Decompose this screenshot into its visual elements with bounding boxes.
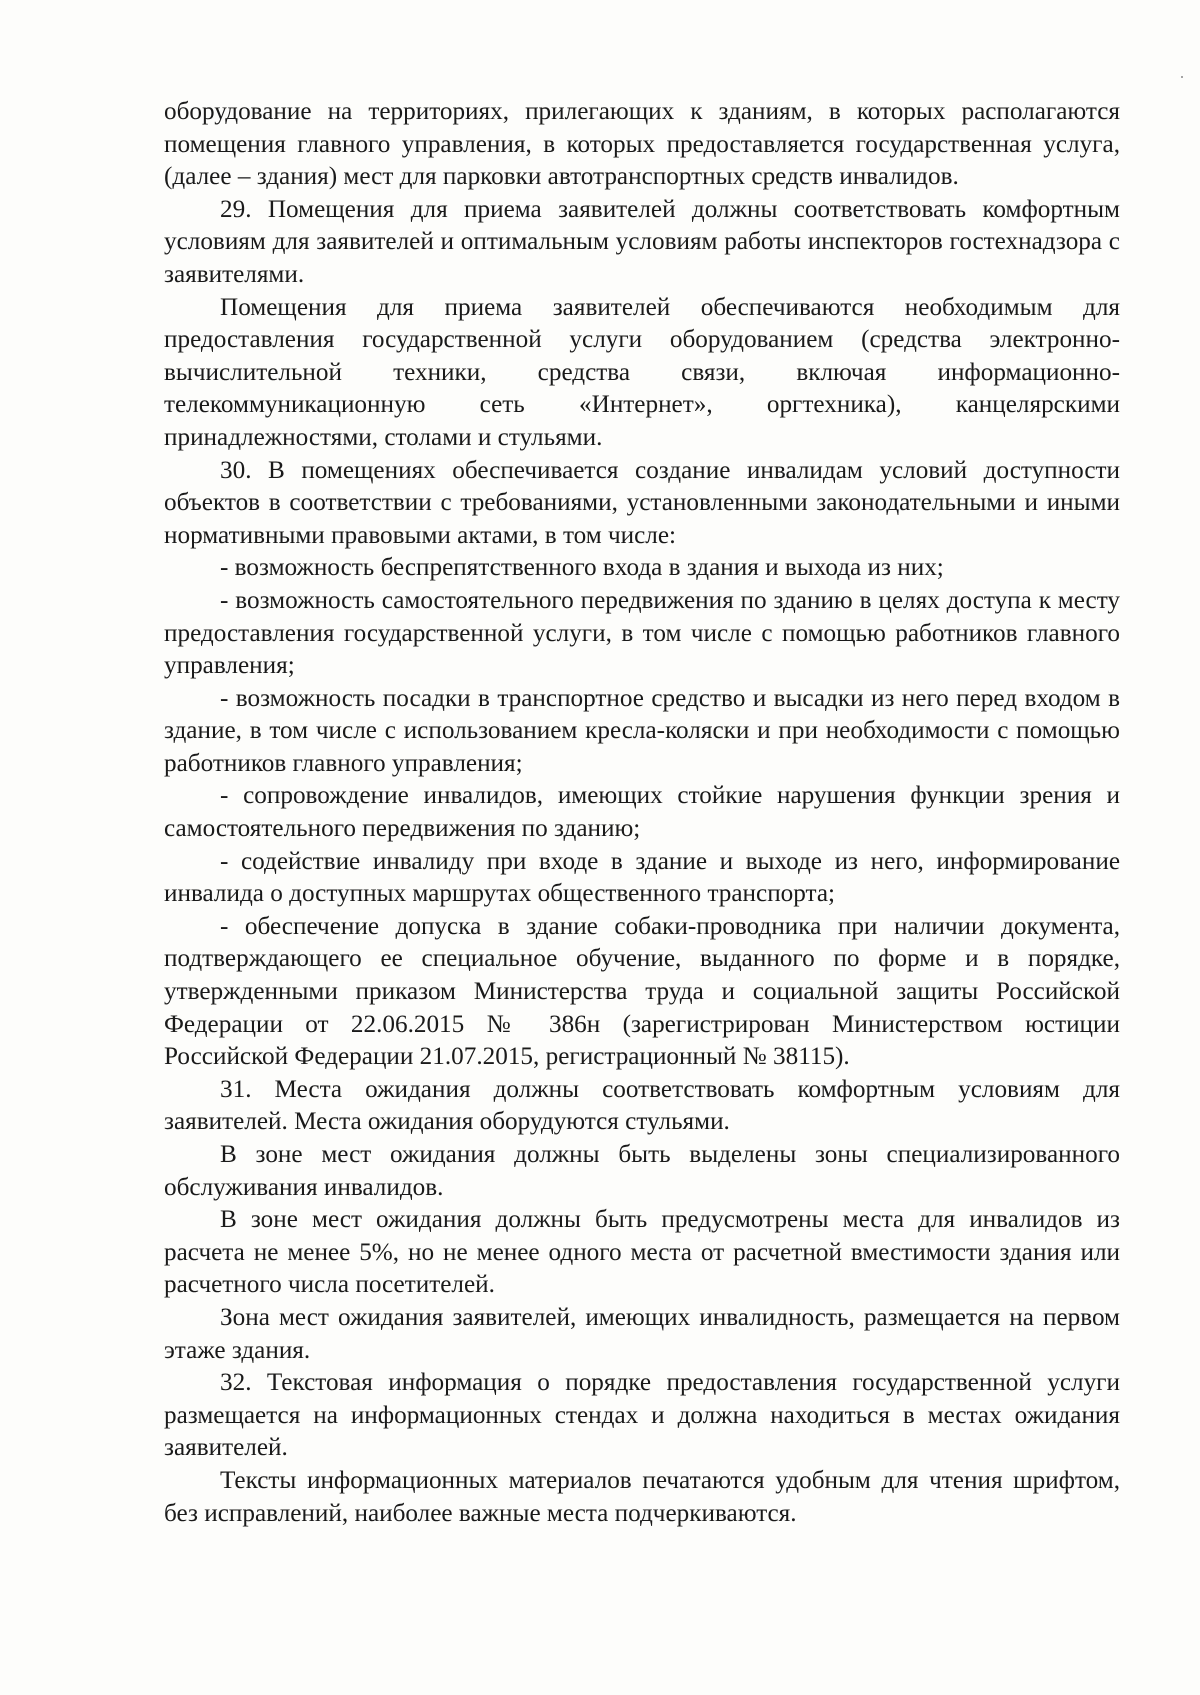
scan-artifact	[1181, 76, 1183, 78]
paragraph-31: 31. Места ожидания должны соответствовать комфортным условиям для заявителей. Места ожидания оборудуются стульями.	[164, 1075, 1120, 1136]
list-item: - возможность беспрепятственного входа в здания и выхода из них;	[220, 554, 944, 582]
paragraph-31-zones: В зоне мест ожидания должны быть выделены зоны специализированного обслуживания инвалидов.	[164, 1141, 1120, 1201]
paragraph-32: 32. Текстовая информация о порядке предоставления государственной услуги размещается на информационных стендах и должна находиться в местах ожидания заявителей.	[164, 1369, 1120, 1462]
paragraph-30: 30. В помещениях обеспечивается создание инвалидам условий доступности объектов в соответствии с требованиями, установленными законодательными и иными нормативными правовыми актами, в том числе:	[164, 456, 1120, 549]
document-body	[164, 96, 1120, 1530]
paragraph-29: 29. Помещения для приема заявителей должны соответствовать комфортным условиям для заявителей и оптимальным условиям работы инспекторов гостехнадзора с заявителями.	[164, 195, 1120, 288]
paragraph-29-equipment: Помещения для приема заявителей обеспечиваются необходимым для предоставления государственной услуги оборудованием (средства электронно-вычислительной техники, средства связи, включая информационно-телекоммуникационную сеть «Интернет», оргтехника), канцелярскими принадлежностями, столами и стульями.	[164, 293, 1120, 451]
list-item: - возможность посадки в транспортное средство и высадки из него перед входом в здание, в том числе с использованием кресла-коляски и при необходимости с помощью работников главного управления;	[164, 684, 1120, 777]
paragraph-continuation: оборудование на территориях, прилегающих к зданиям, в которых располагаются помещения главного управления, в которых предоставляется государственная услуга, (далее – здания) мест для парковки автотранспортных средств инвалидов.	[164, 98, 1120, 191]
list-item: - возможность самостоятельного передвижения по зданию в целях доступа к месту предоставления государственной услуги, в том числе с помощью работников главного управления;	[164, 586, 1120, 680]
list-item: - содействие инвалиду при входе в здание и выходе из него, информирование инвалида о доступных маршрутах общественного транспорта;	[164, 847, 1120, 908]
paragraph-31-floor: Зона мест ожидания заявителей, имеющих инвалидность, размещается на первом этаже здания.	[164, 1303, 1120, 1364]
paragraph-31-seats: В зоне мест ожидания должны быть предусмотрены места для инвалидов из расчета не менее 5%, но не менее одного места от расчетной вместимости здания или расчетного числа посетителей.	[164, 1206, 1120, 1299]
list-item: - обеспечение допуска в здание собаки-проводника при наличии документа, подтверждающего ее специальное обучение, выданного по форме и в порядке, утвержденными приказом Министерства труда и социальной защиты Российской Федерации от 22.06.2015 № 386н (зарегистрирован Министерством юстиции Российской Федерации 21.07.2015, регистрационный № 38115).	[164, 912, 1120, 1071]
list-item: - сопровождение инвалидов, имеющих стойкие нарушения функции зрения и самостоятельного передвижения по зданию;	[164, 782, 1120, 843]
paragraph-32-texts: Тексты информационных материалов печатаются удобным для чтения шрифтом, без исправлений, наиболее важные места подчеркиваются.	[164, 1466, 1120, 1527]
